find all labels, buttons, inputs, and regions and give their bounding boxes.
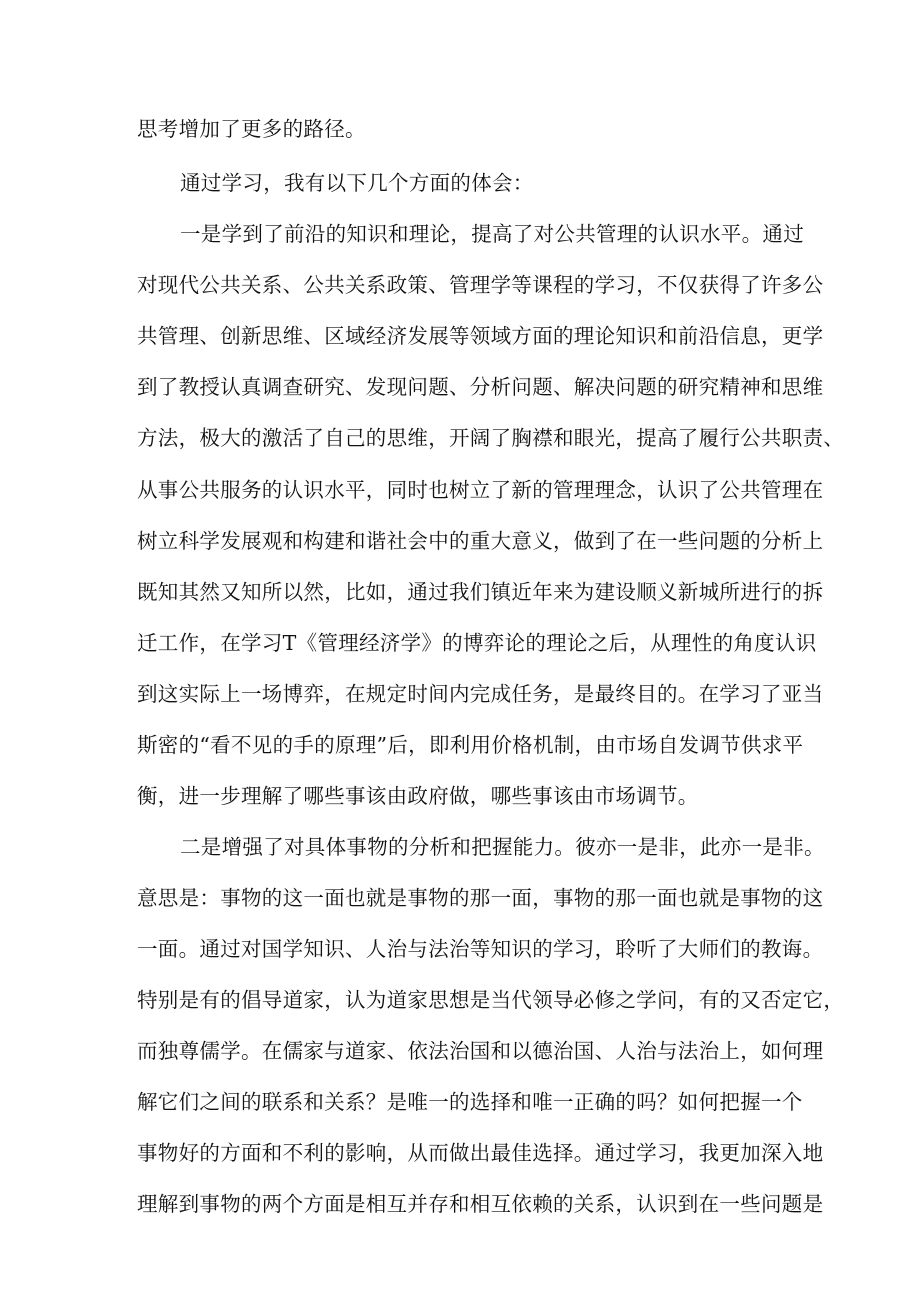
text-line: 衡，进一步理解了哪些事该由政府做，哪些事该由市场调节。 (137, 784, 699, 808)
text-line: 解它们之间的联系和关系？是唯一的选择和唯一正确的吗？如何把握一个 (137, 1090, 803, 1114)
text-line: 事物好的方面和不利的影响，从而做出最佳选择。通过学习，我更加深入地 (137, 1141, 824, 1165)
text-line: 方法，极大的激活了自己的思维，开阔了胸襟和眼光，提高了履行公共职责、 (137, 426, 845, 450)
text-line: 树立科学发展观和构建和谐社会中的重大意义，做到了在一些问题的分析上 (137, 529, 824, 553)
text-line: 而独尊儒学。在儒家与道家、依法治国和以德治国、人治与法治上，如何理 (137, 1039, 824, 1063)
text-line: 对现代公共关系、公共关系政策、管理学等课程的学习，不仅获得了许多公 (137, 273, 824, 297)
text-line: 到这实际上一场博弈，在规定时间内完成任务，是最终目的。在学习了亚当 (137, 682, 824, 706)
text-line: 迁工作，在学习T《管理经济学》的博弈论的理论之后，从理性的角度认识 (137, 631, 817, 655)
text-line: 从事公共服务的认识水平，同时也树立了新的管理理念，认识了公共管理在 (137, 478, 824, 502)
text-line: 意思是：事物的这一面也就是事物的那一面，事物的那一面也就是事物的这 (137, 886, 824, 910)
text-line: 特别是有的倡导道家，认为道家思想是当代领导必修之学问，有的又否定它， (137, 988, 845, 1012)
text-line: 斯密的“看不见的手的原理”后，即利用价格机制，由市场自发调节供求平 (137, 733, 804, 757)
text-line: 一面。通过对国学知识、人治与法治等知识的学习，聆听了大师们的教诲。 (137, 937, 824, 961)
text-line: 共管理、创新思维、区域经济发展等领域方面的理论知识和前沿信息，更学 (137, 324, 824, 348)
text-line: 到了教授认真调查研究、发现问题、分析问题、解决问题的研究精神和思维 (137, 375, 824, 399)
text-line: 既知其然又知所以然，比如，通过我们镇近年来为建设顺义新城所进行的拆 (137, 580, 824, 604)
text-line: 二是增强了对具体事物的分析和把握能力。彼亦一是非，此亦一是非。 (180, 835, 825, 859)
text-line: 通过学习，我有以下几个方面的体会： (180, 171, 534, 195)
text-line: 理解到事物的两个方面是相互并存和相互依赖的关系，认识到在一些问题是 (137, 1192, 824, 1216)
text-line: 思考增加了更多的路径。 (137, 117, 366, 141)
text-line: 一是学到了前沿的知识和理论，提高了对公共管理的认识水平。通过 (180, 222, 804, 246)
